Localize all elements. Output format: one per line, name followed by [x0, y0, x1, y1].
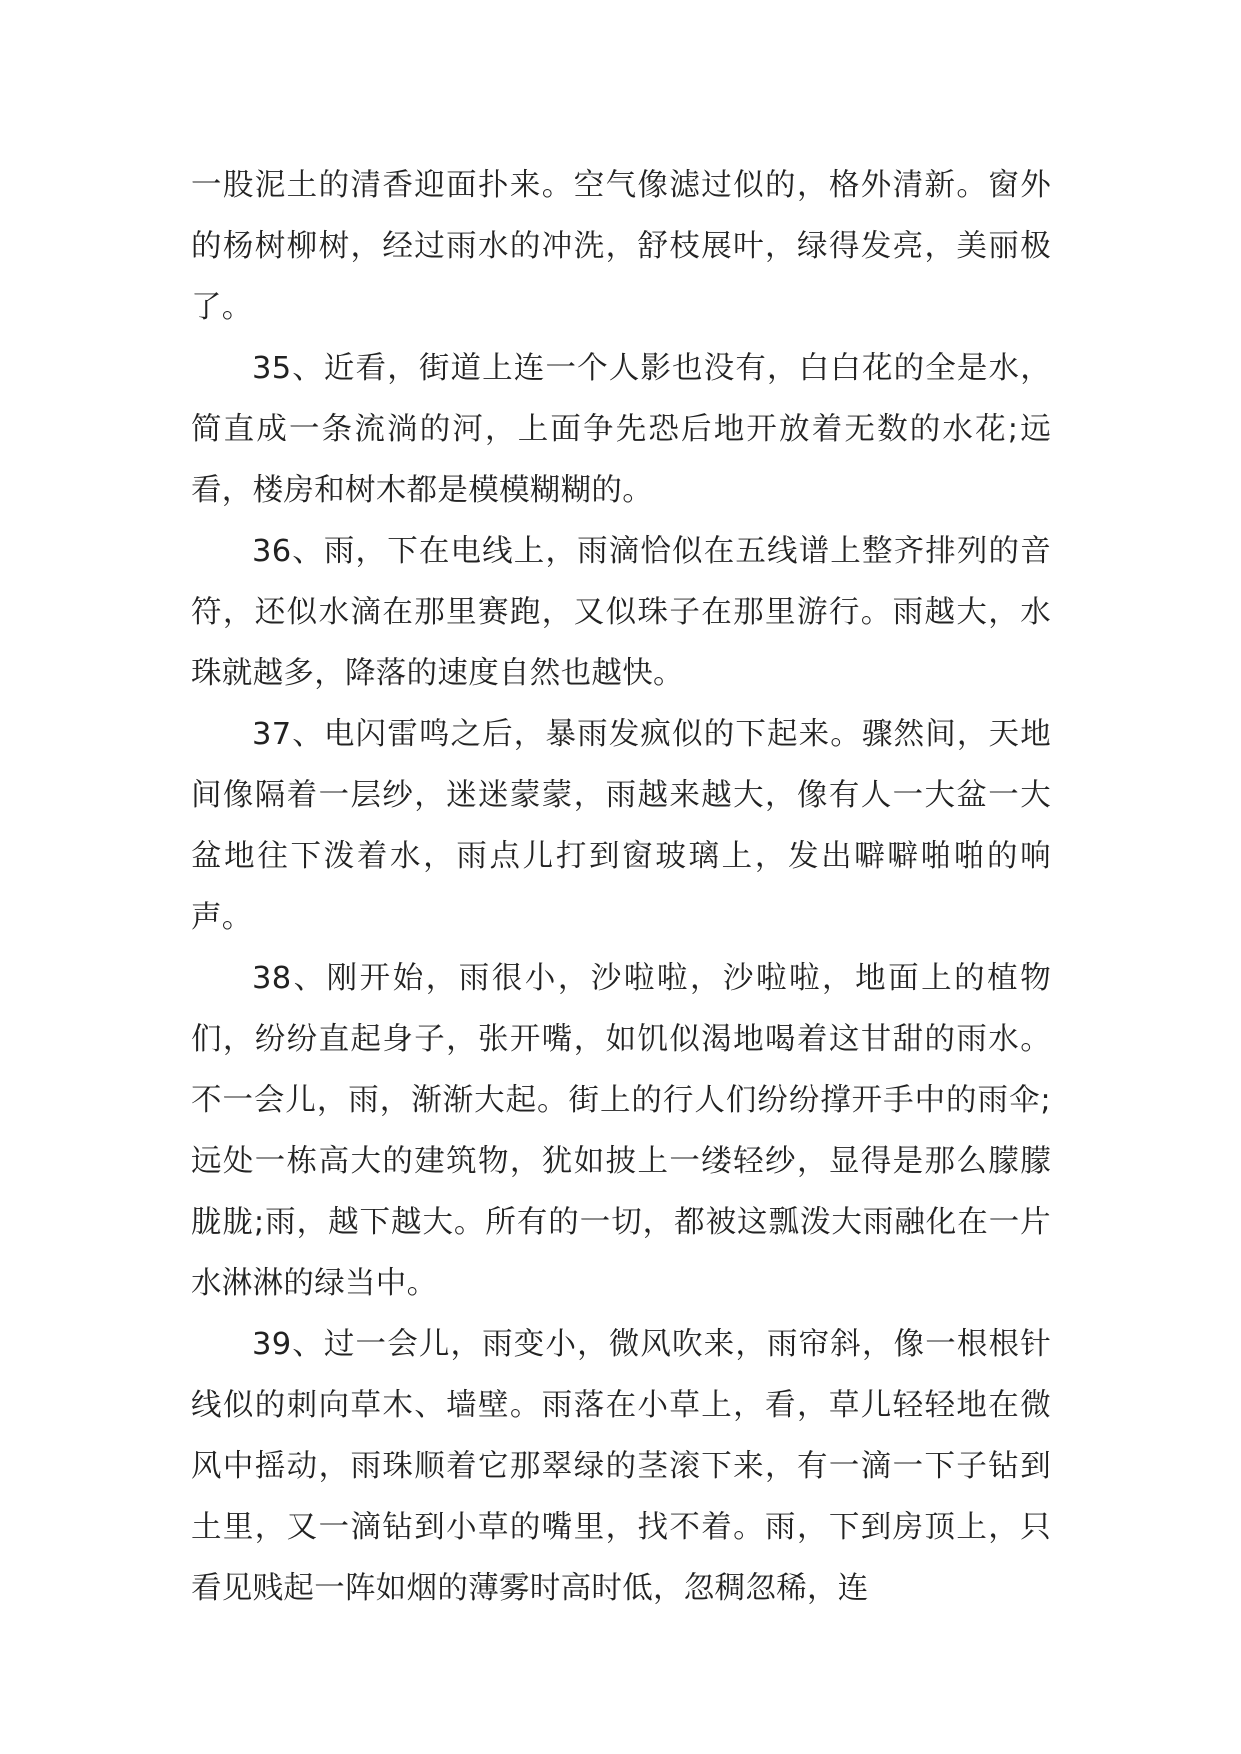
paragraph-continued: 一股泥土的清香迎面扑来。空气像滤过似的，格外清新。窗外的杨树柳树，经过雨水的冲洗，舒枝展叶，绿得发亮，美丽极了。 [191, 168, 1051, 325]
document-body [191, 155, 1051, 1619]
paragraph-39: 39、过一会儿，雨变小，微风吹来，雨帘斜，像一根根针线似的刺向草木、墙壁。雨落在小草上，看，草儿轻轻地在微风中摇动，雨珠顺着它那翠绿的茎滚下来，有一滴一下子钻到土里，又一滴钻到小草的嘴里，找不着。雨，下到房顶上，只看见贱起一阵如烟的薄雾时高时低，忽稠忽稀，连 [191, 1327, 1051, 1606]
paragraph-35: 35、近看，街道上连一个人影也没有，白白花的全是水，简直成一条流淌的河，上面争先恐后地开放着无数的水花;远看，楼房和树木都是模模糊糊的。 [191, 351, 1051, 508]
paragraph-36: 36、雨，下在电线上，雨滴恰似在五线谱上整齐排列的音符，还似水滴在那里赛跑，又似珠子在那里游行。雨越大，水珠就越多，降落的速度自然也越快。 [191, 534, 1051, 691]
paragraph-38: 38、刚开始，雨很小，沙啦啦，沙啦啦，地面上的植物们，纷纷直起身子，张开嘴，如饥似渴地喝着这甘甜的雨水。不一会儿，雨，渐渐大起。街上的行人们纷纷撑开手中的雨伞;远处一栋高大的建筑物，犹如披上一缕轻纱，显得是那么朦朦胧胧;雨，越下越大。所有的一切，都被这瓢泼大雨融化在一片水淋淋的绿当中。 [191, 961, 1051, 1301]
paragraph-37: 37、电闪雷鸣之后，暴雨发疯似的下起来。骤然间，天地间像隔着一层纱，迷迷蒙蒙，雨越来越大，像有人一大盆一大盆地往下泼着水，雨点儿打到窗玻璃上，发出噼噼啪啪的响声。 [191, 717, 1051, 935]
